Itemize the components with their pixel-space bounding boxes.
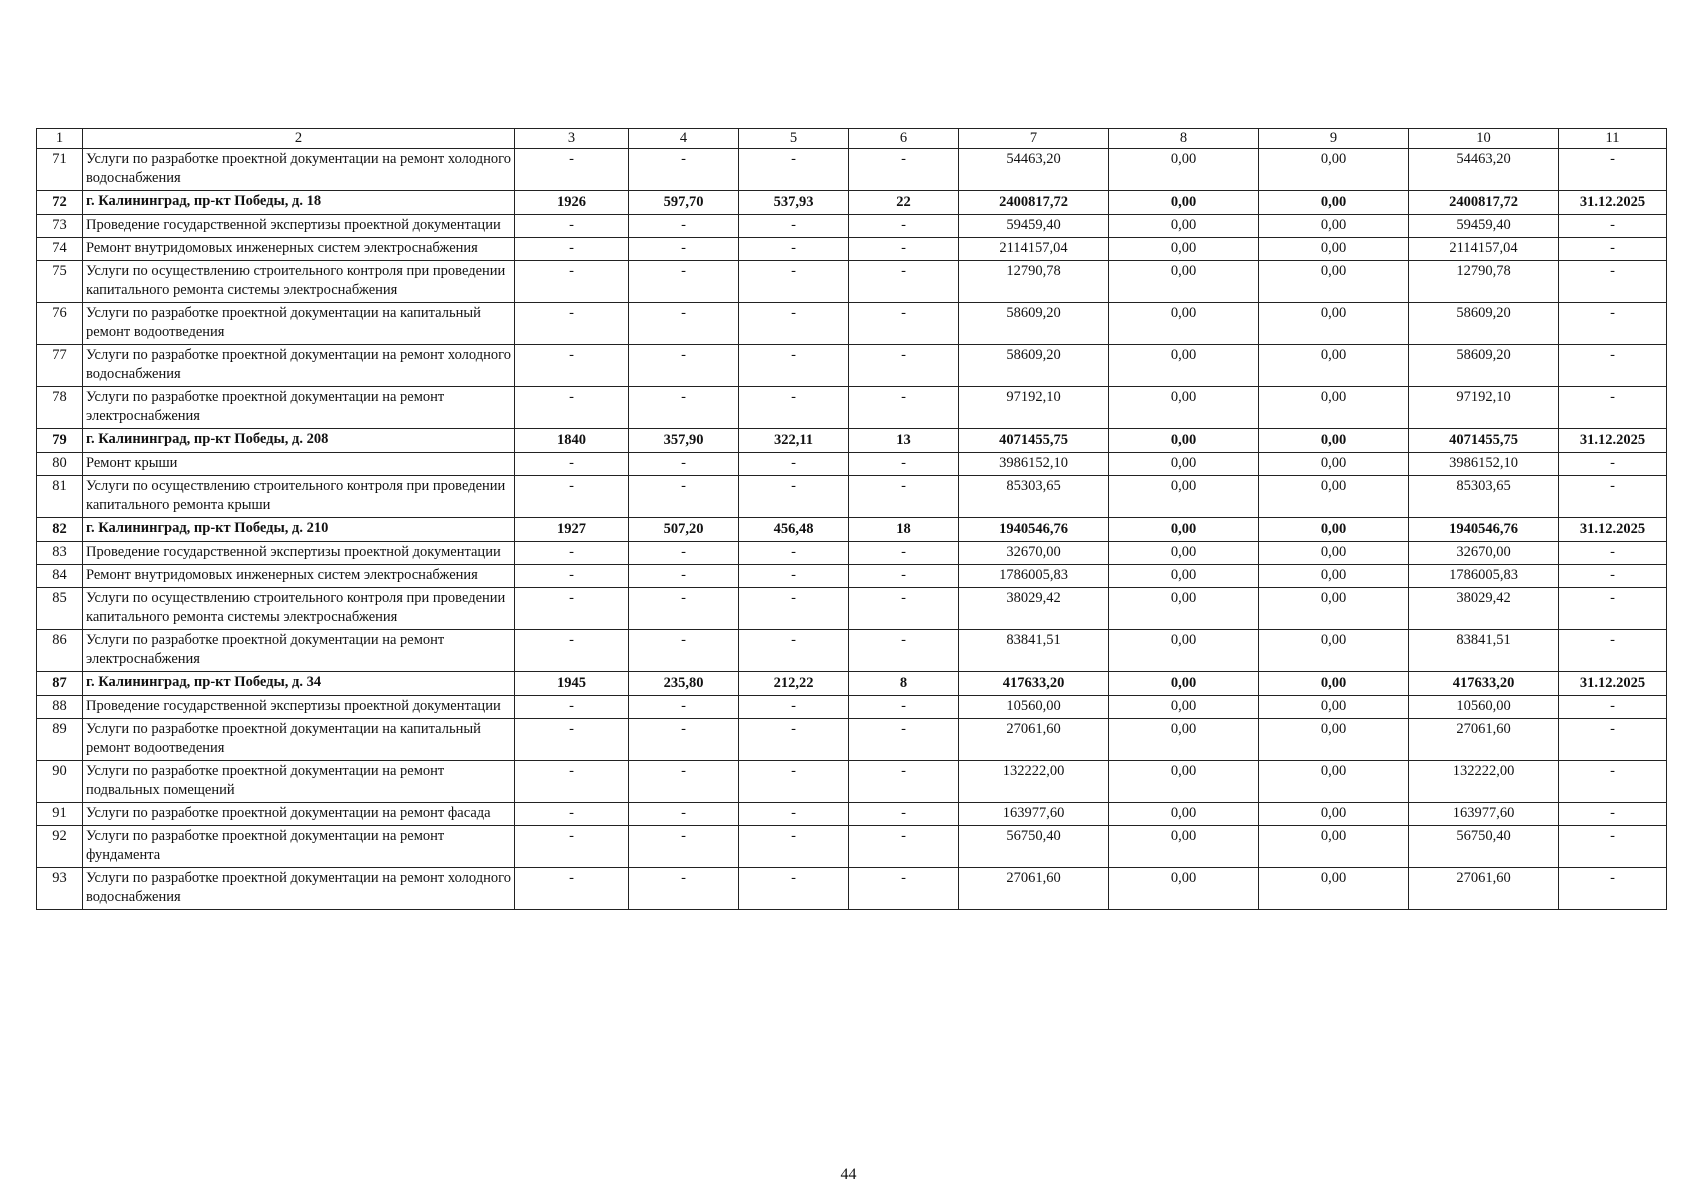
col-8-cell: 0,00 <box>1109 345 1259 387</box>
col-3-cell: - <box>515 826 629 868</box>
col-5-cell: - <box>739 565 849 588</box>
col-6-cell: 18 <box>849 518 959 542</box>
col-5-cell: - <box>739 630 849 672</box>
row-number-cell: 78 <box>37 387 83 429</box>
table-row <box>37 630 1667 672</box>
col-5-cell: - <box>739 868 849 910</box>
col-9-cell: 0,00 <box>1259 565 1409 588</box>
col-9-cell: 0,00 <box>1259 476 1409 518</box>
col-4-cell: - <box>629 542 739 565</box>
row-number-cell: 77 <box>37 345 83 387</box>
col-8-cell: 0,00 <box>1109 542 1259 565</box>
col-6-cell: - <box>849 453 959 476</box>
col-11-cell: - <box>1559 453 1667 476</box>
col-11-cell: - <box>1559 630 1667 672</box>
col-10-cell: 10560,00 <box>1409 696 1559 719</box>
work-name-cell: г. Калининград, пр-кт Победы, д. 34 <box>83 672 515 696</box>
col-10-cell: 163977,60 <box>1409 803 1559 826</box>
row-number-cell: 74 <box>37 238 83 261</box>
col-9-cell: 0,00 <box>1259 868 1409 910</box>
col-7-cell: 58609,20 <box>959 345 1109 387</box>
work-name-cell: Услуги по осуществлению строительного контроля при проведении капитального ремонта крыши <box>83 476 515 518</box>
col-3-cell: - <box>515 565 629 588</box>
col-4-cell: - <box>629 453 739 476</box>
col-8-cell: 0,00 <box>1109 630 1259 672</box>
col-7-cell: 59459,40 <box>959 215 1109 238</box>
col-7-cell: 97192,10 <box>959 387 1109 429</box>
col-4-cell: - <box>629 345 739 387</box>
col-4-cell: 597,70 <box>629 191 739 215</box>
col-10-cell: 38029,42 <box>1409 588 1559 630</box>
col-9-cell: 0,00 <box>1259 215 1409 238</box>
col-11-cell: - <box>1559 215 1667 238</box>
col-6-cell: - <box>849 345 959 387</box>
col-7-cell: 10560,00 <box>959 696 1109 719</box>
work-name-cell: Услуги по осуществлению строительного контроля при проведении капитального ремонта системы электроснабжения <box>83 261 515 303</box>
row-number-cell: 81 <box>37 476 83 518</box>
col-10-cell: 27061,60 <box>1409 719 1559 761</box>
col-7-cell: 2114157,04 <box>959 238 1109 261</box>
col-3-cell: - <box>515 696 629 719</box>
col-5-cell: - <box>739 761 849 803</box>
col-9-cell: 0,00 <box>1259 672 1409 696</box>
work-name-cell: Ремонт крыши <box>83 453 515 476</box>
col-5-cell: - <box>739 238 849 261</box>
col-3-cell: 1926 <box>515 191 629 215</box>
col-6-cell: - <box>849 215 959 238</box>
row-number-cell: 84 <box>37 565 83 588</box>
col-10-cell: 59459,40 <box>1409 215 1559 238</box>
col-9-cell: 0,00 <box>1259 191 1409 215</box>
repair-program-table <box>36 128 1667 910</box>
work-name-cell: Проведение государственной экспертизы проектной документации <box>83 696 515 719</box>
col-4-cell: - <box>629 215 739 238</box>
col-4-cell: - <box>629 387 739 429</box>
table-row <box>37 215 1667 238</box>
col-5-cell: - <box>739 261 849 303</box>
table-row <box>37 719 1667 761</box>
table-row <box>37 803 1667 826</box>
col-7-cell: 1940546,76 <box>959 518 1109 542</box>
col-8-cell: 0,00 <box>1109 453 1259 476</box>
col-9-cell: 0,00 <box>1259 453 1409 476</box>
col-3-cell: - <box>515 215 629 238</box>
address-row <box>37 191 1667 215</box>
col-3-cell: - <box>515 453 629 476</box>
row-number-cell: 86 <box>37 630 83 672</box>
header-cell: 7 <box>959 129 1109 149</box>
work-name-cell: Услуги по разработке проектной документации на капитальный ремонт водоотведения <box>83 303 515 345</box>
col-9-cell: 0,00 <box>1259 387 1409 429</box>
col-3-cell: 1945 <box>515 672 629 696</box>
col-6-cell: - <box>849 149 959 191</box>
table-row <box>37 588 1667 630</box>
work-name-cell: Ремонт внутридомовых инженерных систем электроснабжения <box>83 238 515 261</box>
col-5-cell: - <box>739 696 849 719</box>
col-6-cell: - <box>849 696 959 719</box>
work-name-cell: г. Калининград, пр-кт Победы, д. 18 <box>83 191 515 215</box>
col-9-cell: 0,00 <box>1259 588 1409 630</box>
col-11-cell: 31.12.2025 <box>1559 518 1667 542</box>
work-name-cell: г. Калининград, пр-кт Победы, д. 210 <box>83 518 515 542</box>
col-11-cell: - <box>1559 803 1667 826</box>
header-cell: 6 <box>849 129 959 149</box>
col-3-cell: - <box>515 476 629 518</box>
col-3-cell: - <box>515 303 629 345</box>
col-4-cell: - <box>629 565 739 588</box>
work-name-cell: Проведение государственной экспертизы проектной документации <box>83 542 515 565</box>
col-10-cell: 83841,51 <box>1409 630 1559 672</box>
col-3-cell: 1927 <box>515 518 629 542</box>
col-8-cell: 0,00 <box>1109 719 1259 761</box>
col-6-cell: - <box>849 761 959 803</box>
col-11-cell: - <box>1559 826 1667 868</box>
header-cell: 9 <box>1259 129 1409 149</box>
col-7-cell: 58609,20 <box>959 303 1109 345</box>
row-number-cell: 80 <box>37 453 83 476</box>
col-5-cell: 212,22 <box>739 672 849 696</box>
col-8-cell: 0,00 <box>1109 761 1259 803</box>
col-9-cell: 0,00 <box>1259 518 1409 542</box>
row-number-cell: 82 <box>37 518 83 542</box>
row-number-cell: 87 <box>37 672 83 696</box>
header-cell: 8 <box>1109 129 1259 149</box>
col-7-cell: 4071455,75 <box>959 429 1109 453</box>
col-4-cell: - <box>629 303 739 345</box>
col-4-cell: - <box>629 803 739 826</box>
col-9-cell: 0,00 <box>1259 429 1409 453</box>
col-8-cell: 0,00 <box>1109 387 1259 429</box>
col-6-cell: - <box>849 261 959 303</box>
col-8-cell: 0,00 <box>1109 518 1259 542</box>
col-8-cell: 0,00 <box>1109 672 1259 696</box>
col-4-cell: - <box>629 761 739 803</box>
col-9-cell: 0,00 <box>1259 826 1409 868</box>
col-7-cell: 12790,78 <box>959 261 1109 303</box>
table-row <box>37 696 1667 719</box>
table-row <box>37 453 1667 476</box>
col-3-cell: - <box>515 149 629 191</box>
col-6-cell: - <box>849 630 959 672</box>
col-3-cell: - <box>515 803 629 826</box>
col-3-cell: - <box>515 542 629 565</box>
col-5-cell: - <box>739 303 849 345</box>
col-9-cell: 0,00 <box>1259 149 1409 191</box>
col-5-cell: - <box>739 215 849 238</box>
col-11-cell: - <box>1559 303 1667 345</box>
col-11-cell: - <box>1559 719 1667 761</box>
table-body <box>37 129 1667 910</box>
col-6-cell: - <box>849 238 959 261</box>
table-row <box>37 238 1667 261</box>
col-7-cell: 2400817,72 <box>959 191 1109 215</box>
row-number-cell: 92 <box>37 826 83 868</box>
document-sheet <box>36 128 1666 910</box>
row-number-cell: 76 <box>37 303 83 345</box>
col-5-cell: - <box>739 387 849 429</box>
col-3-cell: 1840 <box>515 429 629 453</box>
col-6-cell: - <box>849 476 959 518</box>
row-number-cell: 88 <box>37 696 83 719</box>
address-row <box>37 518 1667 542</box>
column-number-header-row <box>37 129 1667 149</box>
col-10-cell: 27061,60 <box>1409 868 1559 910</box>
col-10-cell: 85303,65 <box>1409 476 1559 518</box>
col-9-cell: 0,00 <box>1259 303 1409 345</box>
col-11-cell: - <box>1559 261 1667 303</box>
col-8-cell: 0,00 <box>1109 588 1259 630</box>
address-row <box>37 429 1667 453</box>
col-8-cell: 0,00 <box>1109 303 1259 345</box>
col-6-cell: - <box>849 588 959 630</box>
col-6-cell: 22 <box>849 191 959 215</box>
col-3-cell: - <box>515 761 629 803</box>
col-7-cell: 85303,65 <box>959 476 1109 518</box>
row-number-cell: 91 <box>37 803 83 826</box>
table-row <box>37 149 1667 191</box>
col-8-cell: 0,00 <box>1109 826 1259 868</box>
col-3-cell: - <box>515 630 629 672</box>
col-8-cell: 0,00 <box>1109 238 1259 261</box>
col-4-cell: - <box>629 696 739 719</box>
work-name-cell: Услуги по разработке проектной документации на ремонт фасада <box>83 803 515 826</box>
col-10-cell: 4071455,75 <box>1409 429 1559 453</box>
row-number-cell: 89 <box>37 719 83 761</box>
col-5-cell: - <box>739 588 849 630</box>
col-10-cell: 2114157,04 <box>1409 238 1559 261</box>
col-6-cell: - <box>849 565 959 588</box>
header-cell: 2 <box>83 129 515 149</box>
col-4-cell: - <box>629 868 739 910</box>
col-4-cell: - <box>629 588 739 630</box>
col-6-cell: 13 <box>849 429 959 453</box>
row-number-cell: 75 <box>37 261 83 303</box>
col-6-cell: - <box>849 303 959 345</box>
col-8-cell: 0,00 <box>1109 191 1259 215</box>
col-7-cell: 132222,00 <box>959 761 1109 803</box>
col-11-cell: - <box>1559 542 1667 565</box>
col-9-cell: 0,00 <box>1259 696 1409 719</box>
col-9-cell: 0,00 <box>1259 261 1409 303</box>
col-5-cell: - <box>739 542 849 565</box>
header-cell: 3 <box>515 129 629 149</box>
col-8-cell: 0,00 <box>1109 868 1259 910</box>
col-4-cell: - <box>629 261 739 303</box>
col-10-cell: 56750,40 <box>1409 826 1559 868</box>
row-number-cell: 90 <box>37 761 83 803</box>
col-8-cell: 0,00 <box>1109 476 1259 518</box>
table-row <box>37 868 1667 910</box>
col-6-cell: - <box>849 803 959 826</box>
col-11-cell: - <box>1559 238 1667 261</box>
col-10-cell: 32670,00 <box>1409 542 1559 565</box>
col-10-cell: 58609,20 <box>1409 345 1559 387</box>
col-5-cell: - <box>739 719 849 761</box>
col-8-cell: 0,00 <box>1109 149 1259 191</box>
row-number-cell: 93 <box>37 868 83 910</box>
col-11-cell: 31.12.2025 <box>1559 191 1667 215</box>
col-10-cell: 97192,10 <box>1409 387 1559 429</box>
col-9-cell: 0,00 <box>1259 761 1409 803</box>
work-name-cell: Услуги по разработке проектной документации на ремонт подвальных помещений <box>83 761 515 803</box>
col-7-cell: 27061,60 <box>959 719 1109 761</box>
header-cell: 5 <box>739 129 849 149</box>
col-11-cell: 31.12.2025 <box>1559 672 1667 696</box>
col-8-cell: 0,00 <box>1109 215 1259 238</box>
row-number-cell: 79 <box>37 429 83 453</box>
col-8-cell: 0,00 <box>1109 803 1259 826</box>
col-7-cell: 32670,00 <box>959 542 1109 565</box>
table-row <box>37 826 1667 868</box>
work-name-cell: Услуги по разработке проектной документации на ремонт холодного водоснабжения <box>83 149 515 191</box>
col-11-cell: - <box>1559 345 1667 387</box>
col-4-cell: - <box>629 149 739 191</box>
col-10-cell: 2400817,72 <box>1409 191 1559 215</box>
col-7-cell: 54463,20 <box>959 149 1109 191</box>
col-4-cell: - <box>629 238 739 261</box>
col-11-cell: - <box>1559 149 1667 191</box>
col-3-cell: - <box>515 238 629 261</box>
col-6-cell: - <box>849 826 959 868</box>
col-3-cell: - <box>515 345 629 387</box>
col-10-cell: 12790,78 <box>1409 261 1559 303</box>
col-11-cell: - <box>1559 761 1667 803</box>
col-5-cell: - <box>739 826 849 868</box>
table-row <box>37 345 1667 387</box>
page-number: 44 <box>840 1166 857 1183</box>
table-row <box>37 542 1667 565</box>
row-number-cell: 72 <box>37 191 83 215</box>
col-5-cell: - <box>739 453 849 476</box>
col-7-cell: 1786005,83 <box>959 565 1109 588</box>
col-10-cell: 1940546,76 <box>1409 518 1559 542</box>
col-9-cell: 0,00 <box>1259 630 1409 672</box>
table-row <box>37 261 1667 303</box>
col-10-cell: 1786005,83 <box>1409 565 1559 588</box>
table-row <box>37 303 1667 345</box>
col-3-cell: - <box>515 387 629 429</box>
col-5-cell: 537,93 <box>739 191 849 215</box>
col-3-cell: - <box>515 261 629 303</box>
col-7-cell: 417633,20 <box>959 672 1109 696</box>
col-9-cell: 0,00 <box>1259 345 1409 387</box>
col-4-cell: - <box>629 826 739 868</box>
header-cell: 4 <box>629 129 739 149</box>
work-name-cell: Услуги по осуществлению строительного контроля при проведении капитального ремонта системы электроснабжения <box>83 588 515 630</box>
row-number-cell: 73 <box>37 215 83 238</box>
col-11-cell: - <box>1559 588 1667 630</box>
work-name-cell: Услуги по разработке проектной документации на капитальный ремонт водоотведения <box>83 719 515 761</box>
col-3-cell: - <box>515 719 629 761</box>
col-11-cell: - <box>1559 387 1667 429</box>
col-8-cell: 0,00 <box>1109 261 1259 303</box>
col-11-cell: - <box>1559 696 1667 719</box>
col-4-cell: 507,20 <box>629 518 739 542</box>
col-8-cell: 0,00 <box>1109 565 1259 588</box>
work-name-cell: г. Калининград, пр-кт Победы, д. 208 <box>83 429 515 453</box>
col-6-cell: - <box>849 868 959 910</box>
col-8-cell: 0,00 <box>1109 696 1259 719</box>
col-4-cell: - <box>629 476 739 518</box>
col-7-cell: 163977,60 <box>959 803 1109 826</box>
col-5-cell: 322,11 <box>739 429 849 453</box>
col-7-cell: 56750,40 <box>959 826 1109 868</box>
col-3-cell: - <box>515 588 629 630</box>
work-name-cell: Услуги по разработке проектной документации на ремонт электроснабжения <box>83 387 515 429</box>
table-row <box>37 761 1667 803</box>
col-4-cell: 357,90 <box>629 429 739 453</box>
col-10-cell: 417633,20 <box>1409 672 1559 696</box>
col-11-cell: - <box>1559 565 1667 588</box>
work-name-cell: Услуги по разработке проектной документации на ремонт холодного водоснабжения <box>83 868 515 910</box>
row-number-cell: 83 <box>37 542 83 565</box>
work-name-cell: Проведение государственной экспертизы проектной документации <box>83 215 515 238</box>
col-6-cell: 8 <box>849 672 959 696</box>
col-5-cell: - <box>739 149 849 191</box>
col-7-cell: 3986152,10 <box>959 453 1109 476</box>
col-4-cell: - <box>629 630 739 672</box>
col-10-cell: 132222,00 <box>1409 761 1559 803</box>
col-11-cell: - <box>1559 868 1667 910</box>
col-11-cell: - <box>1559 476 1667 518</box>
col-9-cell: 0,00 <box>1259 803 1409 826</box>
work-name-cell: Ремонт внутридомовых инженерных систем электроснабжения <box>83 565 515 588</box>
col-5-cell: 456,48 <box>739 518 849 542</box>
row-number-cell: 85 <box>37 588 83 630</box>
header-cell: 1 <box>37 129 83 149</box>
col-11-cell: 31.12.2025 <box>1559 429 1667 453</box>
col-9-cell: 0,00 <box>1259 719 1409 761</box>
col-4-cell: 235,80 <box>629 672 739 696</box>
work-name-cell: Услуги по разработке проектной документации на ремонт фундамента <box>83 826 515 868</box>
col-4-cell: - <box>629 719 739 761</box>
col-7-cell: 83841,51 <box>959 630 1109 672</box>
table-row <box>37 565 1667 588</box>
col-7-cell: 38029,42 <box>959 588 1109 630</box>
col-6-cell: - <box>849 719 959 761</box>
col-10-cell: 58609,20 <box>1409 303 1559 345</box>
col-5-cell: - <box>739 476 849 518</box>
table-row <box>37 387 1667 429</box>
col-10-cell: 54463,20 <box>1409 149 1559 191</box>
col-9-cell: 0,00 <box>1259 542 1409 565</box>
col-10-cell: 3986152,10 <box>1409 453 1559 476</box>
col-6-cell: - <box>849 387 959 429</box>
col-5-cell: - <box>739 345 849 387</box>
work-name-cell: Услуги по разработке проектной документации на ремонт холодного водоснабжения <box>83 345 515 387</box>
col-7-cell: 27061,60 <box>959 868 1109 910</box>
header-cell: 10 <box>1409 129 1559 149</box>
col-5-cell: - <box>739 803 849 826</box>
address-row <box>37 672 1667 696</box>
col-3-cell: - <box>515 868 629 910</box>
col-8-cell: 0,00 <box>1109 429 1259 453</box>
work-name-cell: Услуги по разработке проектной документации на ремонт электроснабжения <box>83 630 515 672</box>
col-6-cell: - <box>849 542 959 565</box>
row-number-cell: 71 <box>37 149 83 191</box>
table-row <box>37 476 1667 518</box>
col-9-cell: 0,00 <box>1259 238 1409 261</box>
header-cell: 11 <box>1559 129 1667 149</box>
